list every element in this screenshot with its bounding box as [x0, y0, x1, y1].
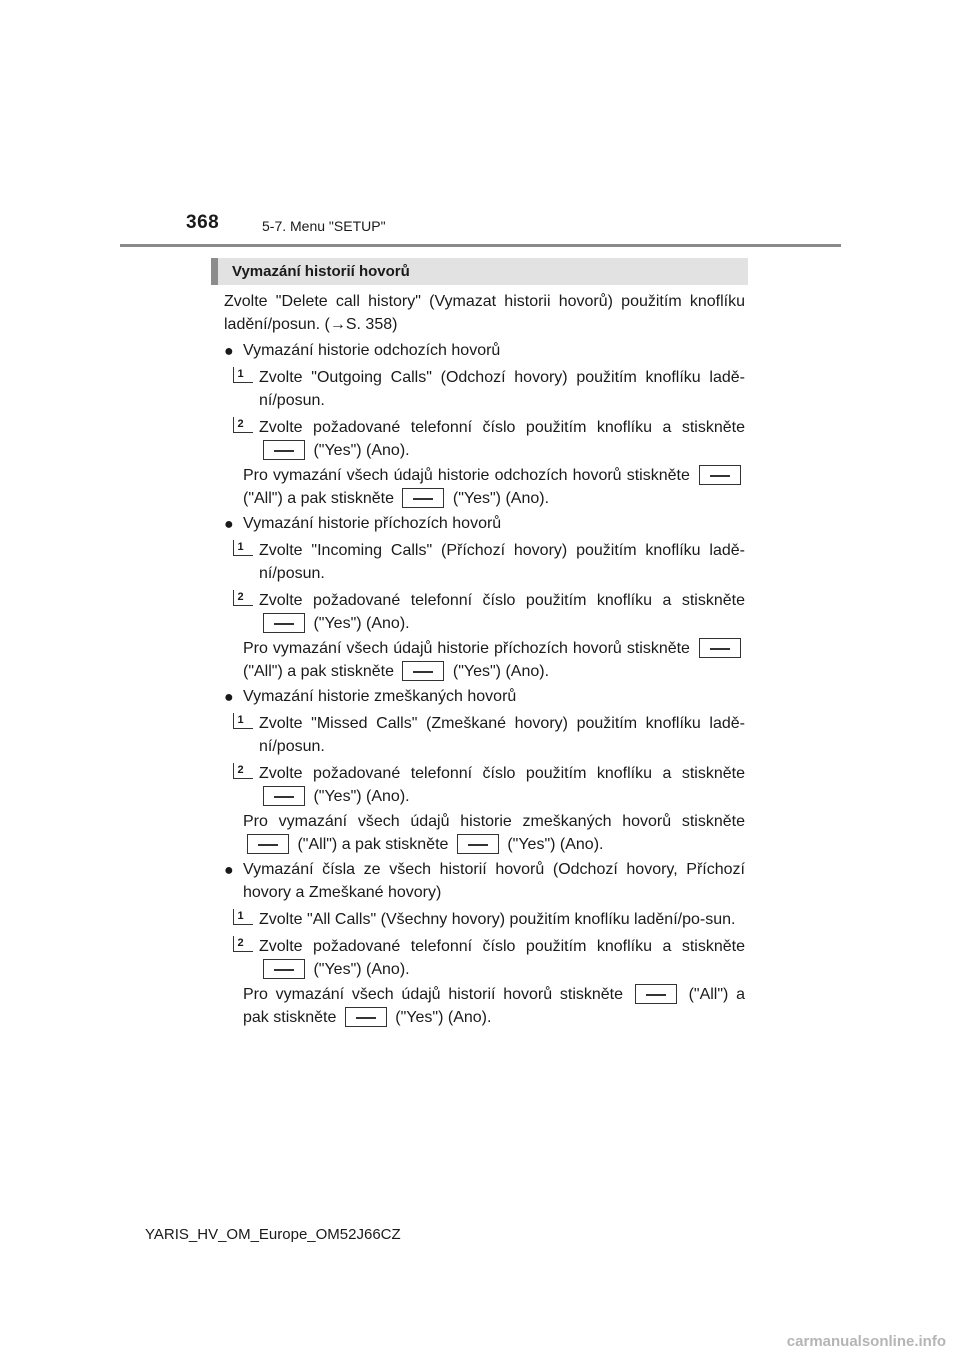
- step-text: Zvolte požadované telefonní číslo použitím knoflíku a stiskněte: [259, 938, 745, 955]
- footer-code: YARIS_HV_OM_Europe_OM52J66CZ: [145, 1226, 401, 1243]
- note-text-end: ("Yes") (Ano).: [395, 1009, 492, 1026]
- step-1: [224, 908, 745, 931]
- step-text: Zvolte požadované telefonní číslo použitím knoflíku a stiskněte: [259, 592, 745, 609]
- yes-button-icon: [263, 786, 305, 806]
- step-number: 1: [233, 367, 247, 383]
- step-number: 2: [233, 763, 247, 779]
- note: [224, 983, 745, 1029]
- step-text: Zvolte "Incoming Calls" (Příchozí hovory) použitím knoflíku ladě-ní/posun.: [259, 542, 745, 582]
- step-text-end: ("Yes") (Ano).: [313, 615, 410, 632]
- bullet-title: Vymazání historie příchozích hovorů: [243, 515, 502, 532]
- section-heading: Vymazání historií hovorů: [232, 263, 410, 280]
- yes-button-icon: [345, 1007, 387, 1027]
- yes-button-icon: [263, 613, 305, 633]
- bullet-all: [224, 858, 745, 904]
- bullet-title: Vymazání historie zmeškaných hovorů: [243, 688, 517, 705]
- step-text: Zvolte "All Calls" (Všechny hovory) použitím knoflíku ladění/po-sun.: [259, 911, 736, 928]
- step-2: [224, 416, 745, 462]
- bullet-outgoing: [224, 339, 745, 362]
- step-text: Zvolte "Missed Calls" (Zmeškané hovory) použitím knoflíku ladě-ní/posun.: [259, 715, 745, 755]
- step-number: 1: [233, 713, 247, 729]
- step-number: 2: [233, 590, 247, 606]
- step-number: 1: [233, 540, 247, 556]
- step-2: [224, 935, 745, 981]
- bullet-icon: ●: [224, 516, 234, 533]
- note-text-end: ("Yes") (Ano).: [452, 663, 550, 680]
- note-text: Pro vymazání všech údajů historie příchozích hovorů stiskněte: [243, 640, 690, 657]
- step-text-end: ("Yes") (Ano).: [313, 788, 410, 805]
- section-heading-bar: [211, 258, 748, 285]
- step-1: [224, 366, 745, 412]
- step-text: Zvolte "Outgoing Calls" (Odchozí hovory) použitím knoflíku ladě-ní/posun.: [259, 369, 745, 409]
- note-text-mid: ("All") a pak stiskněte: [297, 836, 449, 853]
- watermark: carmanualsonline.info: [786, 1333, 946, 1350]
- note-text-mid: ("All") a pak stiskněte: [243, 490, 394, 507]
- page-number: 368: [186, 212, 220, 233]
- step-number: 2: [233, 417, 247, 433]
- note-text: Pro vymazání všech údajů historií hovorů stiskněte: [243, 986, 624, 1003]
- note-text-mid: ("All") a pak stiskněte: [243, 986, 746, 1026]
- bullet-missed: [224, 685, 745, 708]
- section-title: 5-7. Menu "SETUP": [262, 218, 386, 234]
- step-number: 1: [233, 909, 247, 925]
- note: [224, 637, 745, 683]
- step-2: [224, 762, 745, 808]
- note-text-end: ("Yes") (Ano).: [507, 836, 604, 853]
- step-number: 2: [233, 936, 247, 952]
- bullet-incoming: [224, 512, 745, 535]
- all-button-icon: [699, 638, 741, 658]
- bullet-icon: ●: [224, 689, 234, 706]
- note-text: Pro vymazání všech údajů historie odchozích hovorů stiskněte: [243, 467, 690, 484]
- bullet-icon: ●: [224, 343, 234, 360]
- yes-button-icon: [263, 440, 305, 460]
- step-text-end: ("Yes") (Ano).: [313, 961, 410, 978]
- bullet-title: Vymazání čísla ze všech historií hovorů (Odchozí hovory, Příchozí hovory a Zmeškané hovory): [243, 861, 745, 901]
- intro-paragraph: Zvolte "Delete call history" (Vymazat historii hovorů) použitím knoflíku ladění/posun. (→S. 358): [224, 293, 745, 333]
- note: [224, 810, 745, 856]
- step-text: Zvolte požadované telefonní číslo použitím knoflíku a stiskněte: [259, 765, 745, 782]
- content: [224, 290, 745, 1031]
- all-button-icon: [635, 984, 677, 1004]
- all-button-icon: [699, 465, 741, 485]
- step-2: [224, 589, 745, 635]
- bullet-title: Vymazání historie odchozích hovorů: [243, 342, 501, 359]
- note: [224, 464, 745, 510]
- all-button-icon: [247, 834, 289, 854]
- yes-button-icon: [457, 834, 499, 854]
- step-text-end: ("Yes") (Ano).: [313, 442, 410, 459]
- header-rule: [120, 244, 841, 247]
- step-1: [224, 712, 745, 758]
- note-text-end: ("Yes") (Ano).: [452, 490, 550, 507]
- yes-button-icon: [402, 488, 444, 508]
- step-text: Zvolte požadované telefonní číslo použitím knoflíku a stiskněte: [259, 419, 745, 436]
- step-1: [224, 539, 745, 585]
- note-text: Pro vymazání všech údajů historie zmeškaných hovorů stiskněte: [243, 813, 745, 830]
- yes-button-icon: [402, 661, 444, 681]
- yes-button-icon: [263, 959, 305, 979]
- bullet-icon: ●: [224, 862, 234, 879]
- note-text-mid: ("All") a pak stiskněte: [243, 663, 394, 680]
